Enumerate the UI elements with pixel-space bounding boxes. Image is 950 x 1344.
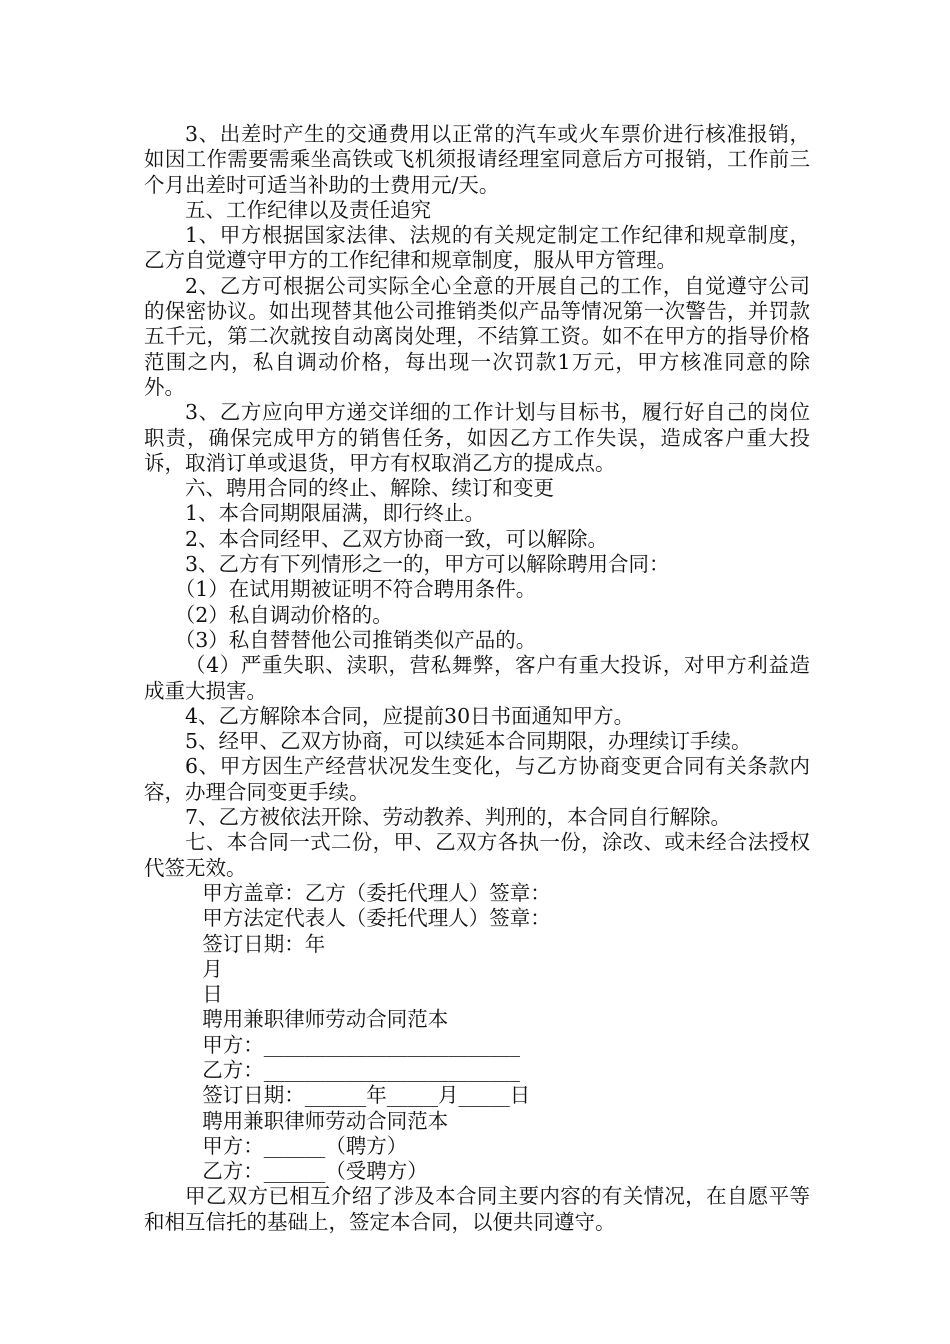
paragraph-termination-7: 7、乙方被依法开除、劳动教养、判刑的，本合同自行解除。 bbox=[185, 805, 732, 830]
paragraph-travel-expense: 3、出差时产生的交通费用以正常的汽车或火车票价进行核准报销，如因工作需要需乘坐高铁或飞机须报请经理室同意后方可报销，工作前三个月出差时可适当补助的士费用元/天。 bbox=[144, 122, 810, 197]
termination-case-4: （4）严重失职、渎职，营私舞弊，客户有重大投诉，对甲方利益造成重大损害。 bbox=[144, 653, 810, 703]
paragraph-termination-6: 6、甲方因生产经营状况发生变化，与乙方协商变更合同有关条款内容，办理合同变更手续。 bbox=[144, 754, 810, 804]
party-b-blank: 乙方：_________________________ bbox=[202, 1057, 520, 1082]
section-heading-copies: 七、本合同一式二份，甲、乙双方各执一份，涂改、或未经合法授权代签无效。 bbox=[144, 830, 810, 880]
paragraph-termination-3: 3、乙方有下列情形之一的，甲方可以解除聘用合同： bbox=[185, 552, 670, 577]
paragraph-discipline-2: 2、乙方可根据公司实际全心全意的开展自己的工作，自觉遵守公司的保密协议。如出现替其他公司推销类似产品等情况第一次警告，并罚款五千元，第二次就按自动离岗处理，不结算工资。如不在甲方的指导价格范围之内，私自调动价格，每出现一次罚款1万元，甲方核准同意的除外。 bbox=[144, 273, 810, 399]
signature-line-representative: 甲方法定代表人（委托代理人）签章： bbox=[202, 906, 551, 931]
paragraph-termination-1: 1、本合同期限届满，即行终止。 bbox=[185, 501, 486, 526]
party-a-employer: 甲方：______（聘方） bbox=[202, 1133, 408, 1158]
party-a-blank: 甲方：_________________________ bbox=[202, 1032, 520, 1057]
paragraph-discipline-1: 1、甲方根据国家法律、法规的有关规定制定工作纪律和规章制度，乙方自觉遵守甲方的工作纪律和规章制度，服从甲方管理。 bbox=[144, 223, 810, 273]
document-body bbox=[144, 122, 810, 1235]
paragraph-discipline-3: 3、乙方应向甲方递交详细的工作计划与目标书，履行好自己的岗位职责，确保完成甲方的销售任务，如因乙方工作失误，造成客户重大投诉，取消订单或退货，甲方有权取消乙方的提成点。 bbox=[144, 400, 810, 475]
document-title-2: 聘用兼职律师劳动合同范本 bbox=[202, 1108, 449, 1133]
signature-line-seal: 甲方盖章：乙方（委托代理人）签章： bbox=[202, 880, 551, 905]
termination-case-3: （3）私自替替他公司推销类似产品的。 bbox=[174, 627, 537, 652]
party-b-employee: 乙方：______（受聘方） bbox=[202, 1159, 428, 1184]
paragraph-termination-2: 2、本合同经甲、乙双方协商一致，可以解除。 bbox=[185, 526, 609, 551]
section-heading-termination: 六、聘用合同的终止、解除、续订和变更 bbox=[185, 476, 554, 501]
signing-date-day: 日 bbox=[202, 982, 223, 1007]
paragraph-termination-5: 5、经甲、乙双方协商，可以续延本合同期限，办理续订手续。 bbox=[185, 729, 752, 754]
signing-date-blank: 签订日期：______年_____月_____日 bbox=[202, 1083, 531, 1108]
document-title-1: 聘用兼职律师劳动合同范本 bbox=[202, 1007, 449, 1032]
signing-date-year: 签订日期：年 bbox=[202, 931, 326, 956]
termination-case-1: （1）在试用期被证明不符合聘用条件。 bbox=[174, 577, 537, 602]
section-heading-discipline: 五、工作纪律以及责任追究 bbox=[185, 197, 431, 222]
paragraph-termination-4: 4、乙方解除本合同，应提前30日书面通知甲方。 bbox=[185, 703, 635, 728]
termination-case-2: （2）私自调动价格的。 bbox=[174, 602, 393, 627]
signing-date-month: 月 bbox=[202, 956, 223, 981]
paragraph-preamble: 甲乙双方已相互介绍了涉及本合同主要内容的有关情况，在自愿平等和相互信托的基础上，签定本合同，以便共同遵守。 bbox=[144, 1184, 810, 1234]
